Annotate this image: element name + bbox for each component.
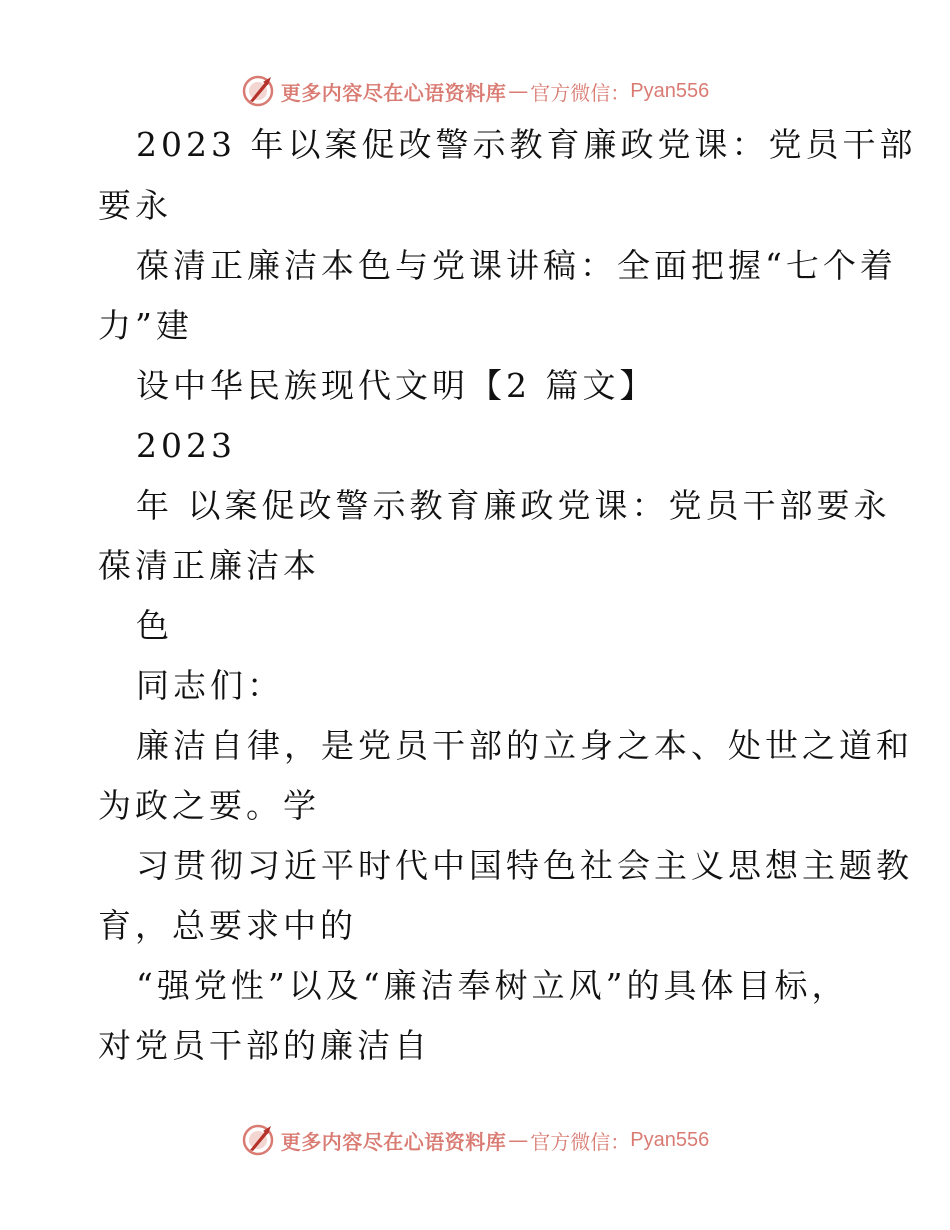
title-line-5: 设中华民族现代文明【2 篇文】 — [136, 366, 657, 405]
quill-seal-logo-icon — [241, 1123, 275, 1157]
body-line-4: 育，总要求中的 — [98, 906, 357, 945]
banner-main-text: 更多内容尽在心语资料库 — [280, 80, 507, 105]
body-line-5: “强党性”以及“廉洁奉树立风”的具体目标， — [136, 966, 849, 1005]
subtitle-year: 2023 — [136, 426, 236, 465]
banner-wechat-label: 官方微信： — [530, 1129, 631, 1154]
subtitle-line-3: 色 — [136, 606, 173, 645]
body-line-1: 廉洁自律，是党员干部的立身之本、处世之道和 — [136, 726, 913, 765]
title-line-1: 2023 年以案促改警示教育廉政党课：党员干部 — [136, 125, 917, 164]
body-line-2: 为政之要。学 — [98, 786, 320, 825]
header-banner — [0, 71, 950, 111]
quill-seal-logo-icon — [241, 74, 275, 108]
banner-wechat-id: Pyan556 — [630, 1128, 710, 1151]
title-line-2: 要永 — [98, 186, 172, 225]
footer-banner — [0, 1120, 950, 1160]
body-line-6: 对党员干部的廉洁自 — [98, 1026, 431, 1065]
body-line-3: 习贯彻习近平时代中国特色社会主义思想主题教 — [136, 846, 913, 885]
banner-separator: — — [508, 79, 529, 103]
banner-wechat-id: Pyan556 — [630, 79, 710, 102]
banner-main-text: 更多内容尽在心语资料库 — [280, 1129, 507, 1154]
subtitle-line-1: 年 以案促改警示教育廉政党课：党员干部要永 — [136, 486, 891, 525]
banner-wechat-label: 官方微信： — [530, 80, 631, 105]
title-line-3: 葆清正廉洁本色与党课讲稿：全面把握“七个着 — [136, 246, 897, 285]
title-line-4: 力”建 — [98, 306, 193, 345]
banner-separator: — — [508, 1128, 529, 1152]
subtitle-line-2: 葆清正廉洁本 — [98, 546, 320, 585]
salutation: 同志们： — [136, 666, 284, 705]
